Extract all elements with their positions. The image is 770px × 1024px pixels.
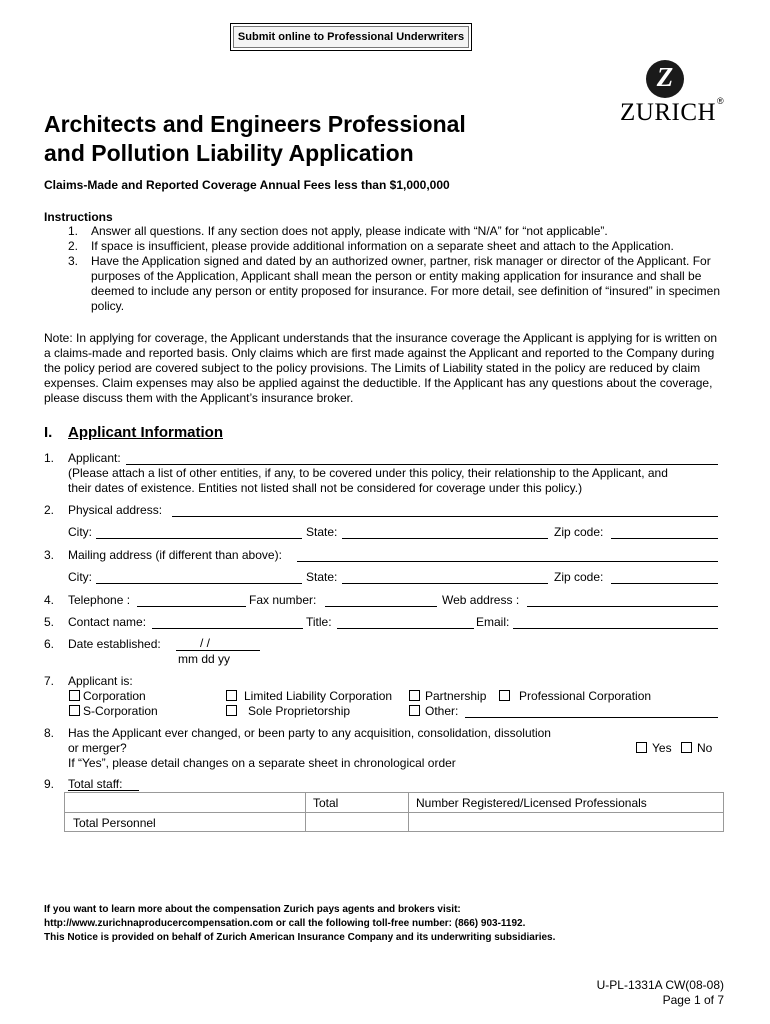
fax-label: Fax number: [249,593,317,607]
sole-proprietorship-label: Sole Proprietorship [248,704,351,718]
other-checkbox[interactable] [409,705,420,716]
partnership-checkbox[interactable] [409,690,420,701]
instruction-item: 1. Answer all questions. If any section does not apply, please indicate with “N/A” for “not applicable”. [68,224,608,238]
telephone-field[interactable] [137,606,246,607]
sole-proprietorship-checkbox[interactable] [226,705,237,716]
contact-name-field[interactable] [152,628,303,629]
professional-corporation-checkbox[interactable] [499,690,510,701]
title-line-1: Architects and Engineers Professional [44,111,466,137]
date-established-field[interactable] [176,650,260,651]
other-entity-field[interactable] [465,717,718,718]
registered-mark: ® [717,96,724,106]
mailing-zip-field[interactable] [611,583,718,584]
form-code: U-PL-1331A CW(08-08) [596,978,724,992]
col-total-header: Total [313,796,339,810]
q8-no-label: No [697,741,713,755]
q8-question-line-2: or merger? [68,741,127,755]
instruction-item: 3. Have the Application signed and dated by an authorized owner, partner, risk manager or director of the Applicant. For purposes of the Application, Applicant shall mean the person or entity making application for insurance and shall be deemed to include any person or entity proposed for insurance. For more detail, see definition of “insured” in specimen policy. [68,254,721,313]
q8-yes-checkbox[interactable] [636,742,647,753]
q8-number: 8. [44,726,55,740]
row-total-personnel: Total Personnel [73,816,156,830]
registered-professionals-cell[interactable] [409,813,723,831]
partnership-label: Partnership [425,689,487,703]
title-label: Title: [306,615,332,629]
q7-number: 7. [44,674,55,688]
city-label: City: [68,570,92,584]
corporation-checkbox[interactable] [69,690,80,701]
logo-letter: Z [656,62,674,92]
q6-number: 6. [44,637,55,651]
q8-question-line-1: Has the Applicant ever changed, or been party to any acquisition, consolidation, dissolution [68,726,551,740]
zip-label: Zip code: [554,570,604,584]
q8-instruction: If “Yes”, please detail changes on a separate sheet in chronological order [68,756,456,770]
professional-corporation-label: Professional Corporation [519,689,652,703]
q4-number: 4. [44,593,55,607]
q8-yes-label: Yes [652,741,672,755]
instructions-heading: Instructions [44,210,113,224]
coverage-note: Note: In applying for coverage, the Applicant understands that the insurance coverage the Applicant is applying for is written on a claims-made and reported basis. Only claims which are first made against the Applicant and reported to the Company during the policy period are covered subject to the policy provisions. The Limits of Liability stated in the policy are reduced by claim expenses. Claim expenses may also be applied against the deductible. If the Applicant has any questions about the coverage, please discuss them with the Applicant’s insurance broker. [44,331,718,405]
page-subtitle: Claims-Made and Reported Coverage Annual Fees less than $1,000,000 [44,178,450,192]
applicant-label: Applicant: [68,451,121,465]
q5-number: 5. [44,615,55,629]
web-address-field[interactable] [527,606,718,607]
total-staff-underline [68,790,139,791]
contact-name-label: Contact name: [68,615,147,629]
submit-online-button[interactable]: Submit online to Professional Underwriters [230,23,472,51]
date-established-label: Date established: [68,637,161,651]
llc-label: Limited Liability Corporation [244,689,393,703]
q2-number: 2. [44,503,55,517]
q1-hint-line-2: their dates of existence. Entities not listed shall not be considered for coverage under this policy.) [68,481,583,495]
corporation-label: Corporation [83,689,146,703]
contact-title-field[interactable] [337,628,474,629]
mailing-city-field[interactable] [96,583,302,584]
col-registered-header: Number Registered/Licensed Professionals [416,796,647,810]
email-field[interactable] [513,628,718,629]
email-label: Email: [476,615,510,629]
title-line-2: and Pollution Liability Application [44,140,414,166]
instruction-item: 2. If space is insufficient, please provide additional information on a separate sheet and attach to the Application. [68,239,674,253]
mailing-address-label: Mailing address (if different than above): [68,548,282,562]
physical-address-field[interactable] [172,516,718,517]
physical-zip-field[interactable] [611,538,718,539]
staff-table [64,792,724,832]
applicant-is-label: Applicant is: [68,674,133,688]
q3-number: 3. [44,548,55,562]
q1-number: 1. [44,451,55,465]
q9-number: 9. [44,777,55,791]
compensation-notice [44,903,744,945]
web-address-label: Web address : [442,593,520,607]
total-personnel-cell[interactable] [306,813,407,831]
notice-line-2: http://www.zurichnaproducercompensation.com or call the following toll-free number: (866) 903-1192. [44,918,526,929]
applicant-name-field[interactable] [126,464,718,465]
s-corporation-checkbox[interactable] [69,705,80,716]
mailing-address-field[interactable] [297,561,718,562]
llc-checkbox[interactable] [226,690,237,701]
mailing-state-field[interactable] [342,583,548,584]
physical-address-label: Physical address: [68,503,163,517]
physical-state-field[interactable] [342,538,548,539]
q1-hint-line-1: (Please attach a list of other entities, if any, to be covered under this policy, their relationship to the Applicant, and [68,466,668,480]
form-footer [560,978,724,1008]
fax-field[interactable] [325,606,437,607]
logo-wordmark: ZURICH [620,99,717,126]
q8-no-checkbox[interactable] [681,742,692,753]
zurich-logo-icon [646,60,684,98]
zip-label: Zip code: [554,525,604,539]
notice-line-3: This Notice is provided on behalf of Zurich American Insurance Company and its underwriting subsidiaries. [44,932,556,943]
notice-line-1: If you want to learn more about the compensation Zurich pays agents and brokers visit: [44,904,461,915]
city-label: City: [68,525,92,539]
state-label: State: [306,570,338,584]
s-corporation-label: S-Corporation [83,704,158,718]
state-label: State: [306,525,338,539]
date-format-hint: mm dd yy [178,652,231,666]
telephone-label: Telephone : [68,593,131,607]
instructions-list [44,224,734,314]
other-label: Other: [425,704,459,718]
page-number: Page 1 of 7 [662,993,724,1007]
total-staff-label: Total staff: [68,777,123,791]
physical-city-field[interactable] [96,538,302,539]
page-title [44,110,564,168]
date-slashes: / / [200,636,211,650]
section-heading: I. Applicant Information [44,424,223,441]
